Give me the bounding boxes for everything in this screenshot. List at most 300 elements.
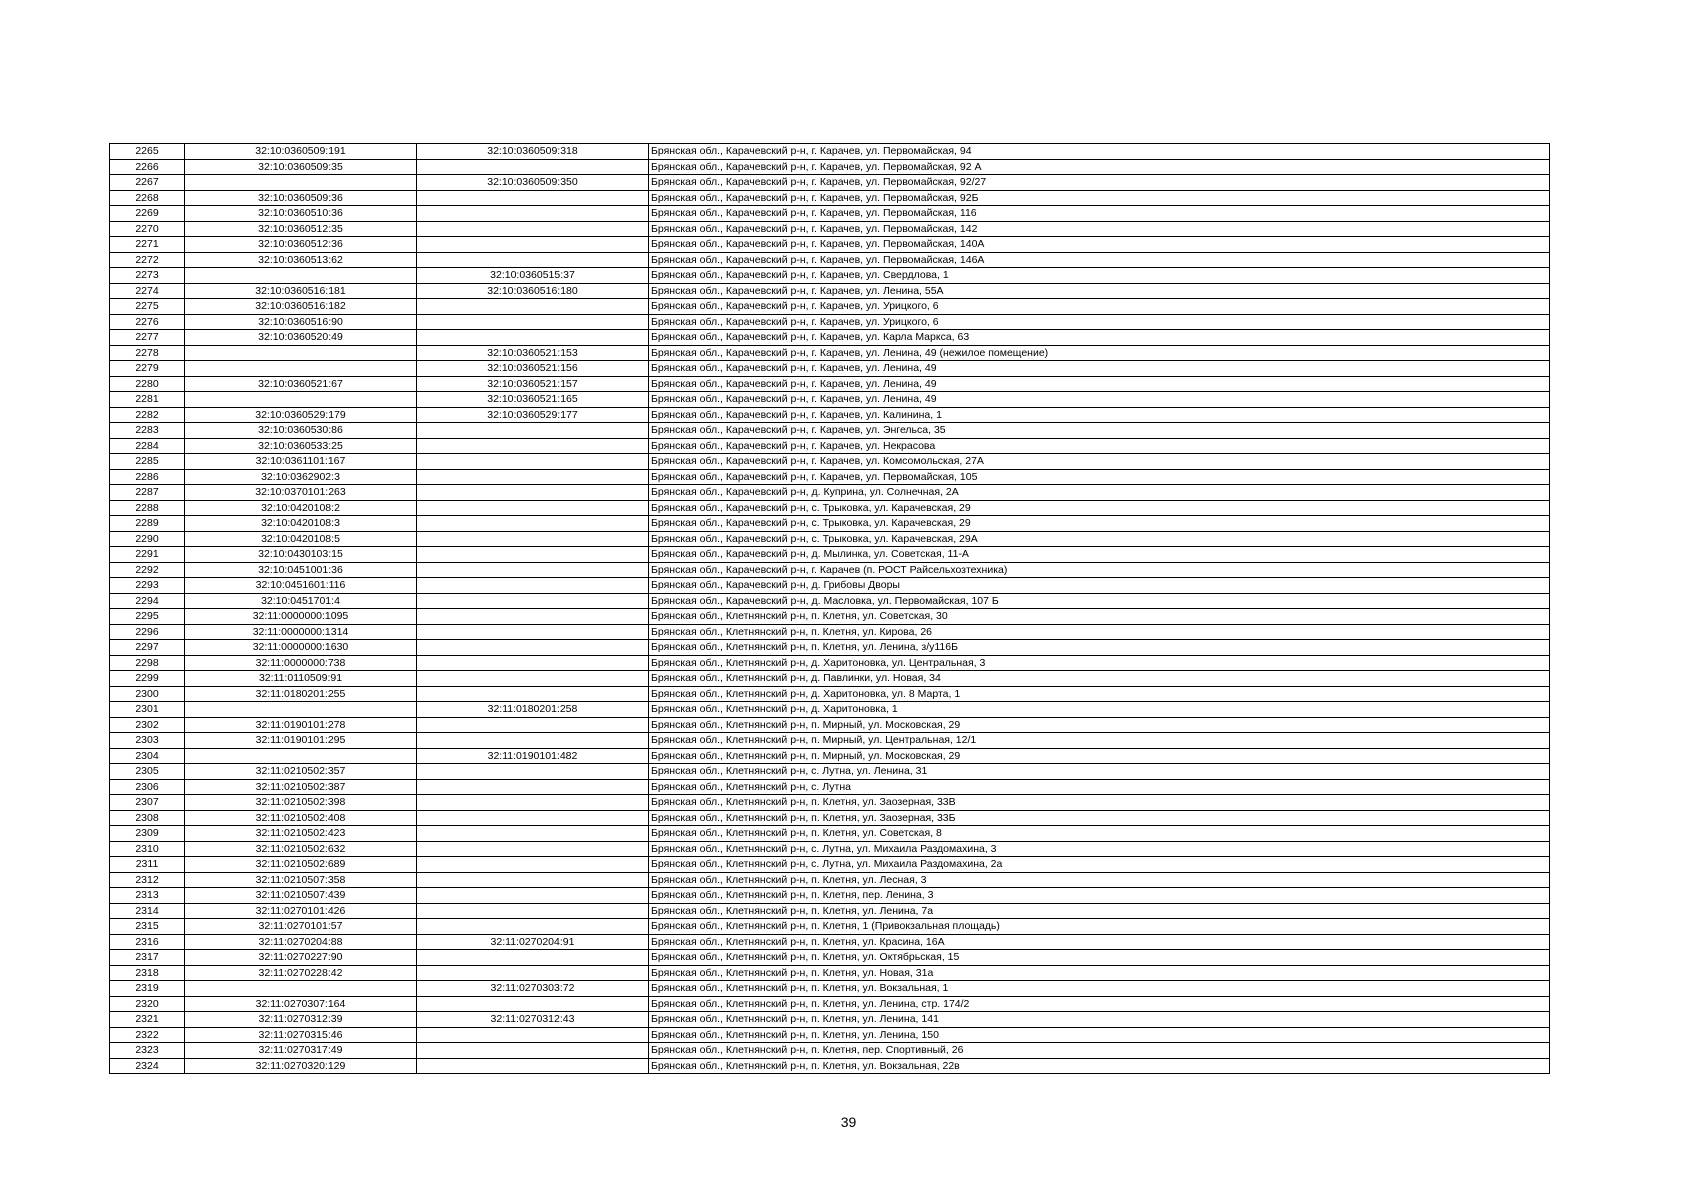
address-cell: Брянская обл., Карачевский р-н, г. Карачев, ул. Комсомольская, 27А [649,454,1550,470]
table-row [110,190,1550,206]
building-cadastral-number-cell [417,299,649,315]
table-row [110,206,1550,222]
address-cell: Брянская обл., Карачевский р-н, г. Карачев, ул. Первомайская, 94 [649,144,1550,160]
cadastral-number-cell: 32:10:0360510:36 [185,206,417,222]
cadastral-number-cell: 32:10:0420108:2 [185,500,417,516]
building-cadastral-number-cell [417,624,649,640]
building-cadastral-number-cell: 32:10:0360521:157 [417,376,649,392]
building-cadastral-number-cell [417,330,649,346]
building-cadastral-number-cell [417,609,649,625]
row-number-cell: 2298 [110,655,185,671]
address-cell: Брянская обл., Карачевский р-н, д. Масловка, ул. Первомайская, 107 Б [649,593,1550,609]
cadastral-number-cell [185,981,417,997]
table-row [110,159,1550,175]
address-cell: Брянская обл., Карачевский р-н, г. Карачев, ул. Первомайская, 146А [649,252,1550,268]
building-cadastral-number-cell [417,779,649,795]
address-cell: Брянская обл., Карачевский р-н, г. Карачев, ул. Урицкого, 6 [649,314,1550,330]
address-cell: Брянская обл., Клетнянский р-н, п. Клетня, ул. Ленина, з/у116Б [649,640,1550,656]
building-cadastral-number-cell [417,516,649,532]
building-cadastral-number-cell [417,593,649,609]
row-number-cell: 2321 [110,1012,185,1028]
row-number-cell: 2324 [110,1058,185,1074]
cadastral-number-cell: 32:10:0360529:179 [185,407,417,423]
address-cell: Брянская обл., Клетнянский р-н, п. Клетня, ул. Советская, 30 [649,609,1550,625]
cadastral-number-cell: 32:10:0360530:86 [185,423,417,439]
address-cell: Брянская обл., Клетнянский р-н, п. Клетня, пер. Спортивный, 26 [649,1043,1550,1059]
building-cadastral-number-cell [417,857,649,873]
cadastral-number-cell [185,268,417,284]
address-cell: Брянская обл., Карачевский р-н, г. Карачев, ул. Энгельса, 35 [649,423,1550,439]
address-cell: Брянская обл., Клетнянский р-н, п. Клетня, ул. Ленина, стр. 174/2 [649,996,1550,1012]
row-number-cell: 2295 [110,609,185,625]
row-number-cell: 2319 [110,981,185,997]
table-row [110,454,1550,470]
address-cell: Брянская обл., Клетнянский р-н, п. Клетня, 1 (Привокзальная площадь) [649,919,1550,935]
row-number-cell: 2278 [110,345,185,361]
address-cell: Брянская обл., Карачевский р-н, г. Карачев, ул. Первомайская, 92/27 [649,175,1550,191]
parcel-table [109,143,1550,1074]
parcel-table-body [110,144,1550,1074]
address-cell: Брянская обл., Клетнянский р-н, п. Клетня, ул. Кирова, 26 [649,624,1550,640]
table-row [110,981,1550,997]
cadastral-number-cell: 32:11:0210502:689 [185,857,417,873]
row-number-cell: 2306 [110,779,185,795]
building-cadastral-number-cell [417,1027,649,1043]
table-row [110,779,1550,795]
address-cell: Брянская обл., Карачевский р-н, г. Карачев, ул. Некрасова [649,438,1550,454]
address-cell: Брянская обл., Карачевский р-н, с. Трыковка, ул. Карачевская, 29 [649,516,1550,532]
address-cell: Брянская обл., Карачевский р-н, г. Карачев, ул. Урицкого, 6 [649,299,1550,315]
row-number-cell: 2314 [110,903,185,919]
cadastral-number-cell: 32:10:0360516:182 [185,299,417,315]
row-number-cell: 2310 [110,841,185,857]
cadastral-number-cell: 32:11:0180201:255 [185,686,417,702]
cadastral-number-cell: 32:11:0270227:90 [185,950,417,966]
table-row [110,609,1550,625]
cadastral-number-cell: 32:11:0190101:295 [185,733,417,749]
cadastral-number-cell: 32:10:0360533:25 [185,438,417,454]
building-cadastral-number-cell [417,888,649,904]
building-cadastral-number-cell [417,531,649,547]
cadastral-number-cell: 32:10:0451001:36 [185,562,417,578]
table-row [110,562,1550,578]
table-row [110,919,1550,935]
row-number-cell: 2322 [110,1027,185,1043]
cadastral-number-cell: 32:11:0190101:278 [185,717,417,733]
row-number-cell: 2279 [110,361,185,377]
building-cadastral-number-cell: 32:10:0360529:177 [417,407,649,423]
row-number-cell: 2268 [110,190,185,206]
cadastral-number-cell [185,748,417,764]
table-row [110,252,1550,268]
row-number-cell: 2276 [110,314,185,330]
address-cell: Брянская обл., Клетнянский р-н, п. Клетня, ул. Красина, 16А [649,934,1550,950]
table-row [110,795,1550,811]
cadastral-number-cell: 32:10:0360509:36 [185,190,417,206]
cadastral-number-cell: 32:11:0270101:426 [185,903,417,919]
row-number-cell: 2299 [110,671,185,687]
address-cell: Брянская обл., Карачевский р-н, г. Карачев, ул. Первомайская, 140А [649,237,1550,253]
cadastral-number-cell: 32:10:0360521:67 [185,376,417,392]
building-cadastral-number-cell [417,1058,649,1074]
building-cadastral-number-cell: 32:11:0270303:72 [417,981,649,997]
cadastral-number-cell: 32:10:0360512:36 [185,237,417,253]
row-number-cell: 2274 [110,283,185,299]
table-row [110,702,1550,718]
building-cadastral-number-cell [417,578,649,594]
building-cadastral-number-cell [417,795,649,811]
table-row [110,857,1550,873]
row-number-cell: 2317 [110,950,185,966]
address-cell: Брянская обл., Карачевский р-н, г. Карачев, ул. Калинина, 1 [649,407,1550,423]
building-cadastral-number-cell [417,237,649,253]
table-row [110,965,1550,981]
building-cadastral-number-cell [417,159,649,175]
building-cadastral-number-cell [417,252,649,268]
address-cell: Брянская обл., Клетнянский р-н, п. Клетня, ул. Вокзальная, 22в [649,1058,1550,1074]
address-cell: Брянская обл., Карачевский р-н, г. Карачев, ул. Первомайская, 92 А [649,159,1550,175]
building-cadastral-number-cell: 32:11:0190101:482 [417,748,649,764]
row-number-cell: 2291 [110,547,185,563]
cadastral-number-cell: 32:10:0420108:5 [185,531,417,547]
table-row [110,593,1550,609]
cadastral-number-cell: 32:11:0110509:91 [185,671,417,687]
address-cell: Брянская обл., Карачевский р-н, г. Карачев, ул. Ленина, 49 [649,392,1550,408]
table-row [110,237,1550,253]
cadastral-number-cell: 32:11:0000000:1630 [185,640,417,656]
cadastral-number-cell: 32:10:0360516:181 [185,283,417,299]
table-row [110,175,1550,191]
table-row [110,392,1550,408]
table-row [110,438,1550,454]
address-cell: Брянская обл., Карачевский р-н, г. Карачев, ул. Первомайская, 92Б [649,190,1550,206]
row-number-cell: 2266 [110,159,185,175]
row-number-cell: 2269 [110,206,185,222]
table-row [110,655,1550,671]
cadastral-number-cell [185,175,417,191]
row-number-cell: 2271 [110,237,185,253]
building-cadastral-number-cell [417,841,649,857]
row-number-cell: 2294 [110,593,185,609]
table-row [110,314,1550,330]
address-cell: Брянская обл., Карачевский р-н, г. Карачев, ул. Ленина, 49 (нежилое помещение) [649,345,1550,361]
building-cadastral-number-cell: 32:11:0270312:43 [417,1012,649,1028]
table-row [110,407,1550,423]
row-number-cell: 2296 [110,624,185,640]
address-cell: Брянская обл., Карачевский р-н, д. Куприна, ул. Солнечная, 2А [649,485,1550,501]
address-cell: Брянская обл., Клетнянский р-н, с. Лутна, ул. Ленина, 31 [649,764,1550,780]
address-cell: Брянская обл., Клетнянский р-н, п. Клетня, ул. Вокзальная, 1 [649,981,1550,997]
building-cadastral-number-cell [417,314,649,330]
cadastral-number-cell: 32:10:0451601:116 [185,578,417,594]
address-cell: Брянская обл., Клетнянский р-н, п. Клетня, ул. Заозерная, 33В [649,795,1550,811]
row-number-cell: 2287 [110,485,185,501]
building-cadastral-number-cell [417,655,649,671]
row-number-cell: 2292 [110,562,185,578]
cadastral-number-cell [185,702,417,718]
address-cell: Брянская обл., Клетнянский р-н, п. Клетня, ул. Новая, 31а [649,965,1550,981]
building-cadastral-number-cell [417,469,649,485]
cadastral-number-cell: 32:11:0210502:357 [185,764,417,780]
cadastral-number-cell: 32:11:0270204:88 [185,934,417,950]
address-cell: Брянская обл., Клетнянский р-н, д. Харитоновка, ул. Центральная, 3 [649,655,1550,671]
table-row [110,733,1550,749]
address-cell: Брянская обл., Клетнянский р-н, п. Клетня, ул. Ленина, 7а [649,903,1550,919]
address-cell: Брянская обл., Клетнянский р-н, п. Клетня, ул. Советская, 8 [649,826,1550,842]
address-cell: Брянская обл., Клетнянский р-н, д. Харитоновка, 1 [649,702,1550,718]
row-number-cell: 2277 [110,330,185,346]
table-row [110,469,1550,485]
address-cell: Брянская обл., Клетнянский р-н, д. Харитоновка, ул. 8 Марта, 1 [649,686,1550,702]
building-cadastral-number-cell [417,500,649,516]
row-number-cell: 2293 [110,578,185,594]
cadastral-number-cell: 32:10:0361101:167 [185,454,417,470]
table-row [110,872,1550,888]
building-cadastral-number-cell [417,826,649,842]
row-number-cell: 2303 [110,733,185,749]
building-cadastral-number-cell [417,562,649,578]
row-number-cell: 2323 [110,1043,185,1059]
row-number-cell: 2320 [110,996,185,1012]
cadastral-number-cell: 32:10:0360512:35 [185,221,417,237]
address-cell: Брянская обл., Клетнянский р-н, с. Лутна [649,779,1550,795]
cadastral-number-cell: 32:11:0270312:39 [185,1012,417,1028]
table-row [110,826,1550,842]
cadastral-number-cell [185,361,417,377]
cadastral-number-cell: 32:10:0360520:49 [185,330,417,346]
table-row [110,423,1550,439]
row-number-cell: 2301 [110,702,185,718]
table-row [110,950,1550,966]
cadastral-number-cell: 32:10:0360509:191 [185,144,417,160]
building-cadastral-number-cell [417,950,649,966]
cadastral-number-cell: 32:11:0210502:408 [185,810,417,826]
table-row [110,996,1550,1012]
table-row [110,500,1550,516]
building-cadastral-number-cell [417,686,649,702]
address-cell: Брянская обл., Клетнянский р-н, п. Клетня, ул. Ленина, 141 [649,1012,1550,1028]
address-cell: Брянская обл., Карачевский р-н, д. Грибовы Дворы [649,578,1550,594]
building-cadastral-number-cell [417,547,649,563]
table-row [110,841,1550,857]
table-row [110,764,1550,780]
table-row [110,934,1550,950]
table-row [110,903,1550,919]
table-row [110,330,1550,346]
row-number-cell: 2305 [110,764,185,780]
building-cadastral-number-cell: 32:10:0360521:153 [417,345,649,361]
address-cell: Брянская обл., Карачевский р-н, г. Карачев, ул. Ленина, 49 [649,376,1550,392]
address-cell: Брянская обл., Клетнянский р-н, с. Лутна, ул. Михаила Раздомахина, 3 [649,841,1550,857]
address-cell: Брянская обл., Карачевский р-н, г. Карачев, ул. Ленина, 55А [649,283,1550,299]
table-row [110,640,1550,656]
table-row [110,624,1550,640]
cadastral-number-cell: 32:11:0270101:57 [185,919,417,935]
table-row [110,268,1550,284]
address-cell: Брянская обл., Карачевский р-н, д. Мылинка, ул. Советская, 11-А [649,547,1550,563]
address-cell: Брянская обл., Клетнянский р-н, п. Клетня, ул. Октябрьская, 15 [649,950,1550,966]
building-cadastral-number-cell: 32:10:0360515:37 [417,268,649,284]
cadastral-number-cell: 32:11:0210502:632 [185,841,417,857]
row-number-cell: 2284 [110,438,185,454]
table-row [110,221,1550,237]
cadastral-number-cell: 32:11:0000000:738 [185,655,417,671]
row-number-cell: 2313 [110,888,185,904]
building-cadastral-number-cell [417,903,649,919]
cadastral-number-cell: 32:10:0430103:15 [185,547,417,563]
row-number-cell: 2285 [110,454,185,470]
building-cadastral-number-cell [417,423,649,439]
table-row [110,531,1550,547]
row-number-cell: 2281 [110,392,185,408]
building-cadastral-number-cell [417,919,649,935]
table-row [110,888,1550,904]
table-row [110,578,1550,594]
building-cadastral-number-cell [417,221,649,237]
row-number-cell: 2308 [110,810,185,826]
address-cell: Брянская обл., Карачевский р-н, г. Карачев (п. РОСТ Райсельхозтехника) [649,562,1550,578]
address-cell: Брянская обл., Клетнянский р-н, с. Лутна, ул. Михаила Раздомахина, 2а [649,857,1550,873]
building-cadastral-number-cell [417,671,649,687]
building-cadastral-number-cell: 32:10:0360521:165 [417,392,649,408]
row-number-cell: 2309 [110,826,185,842]
address-cell: Брянская обл., Карачевский р-н, г. Карачев, ул. Первомайская, 116 [649,206,1550,222]
address-cell: Брянская обл., Карачевский р-н, с. Трыковка, ул. Карачевская, 29А [649,531,1550,547]
building-cadastral-number-cell [417,810,649,826]
address-cell: Брянская обл., Карачевский р-н, г. Карачев, ул. Свердлова, 1 [649,268,1550,284]
cadastral-number-cell: 32:10:0420108:3 [185,516,417,532]
cadastral-number-cell: 32:11:0000000:1314 [185,624,417,640]
table-row [110,1058,1550,1074]
cadastral-number-cell: 32:11:0270228:42 [185,965,417,981]
building-cadastral-number-cell [417,206,649,222]
table-row [110,671,1550,687]
table-row [110,144,1550,160]
row-number-cell: 2272 [110,252,185,268]
building-cadastral-number-cell [417,454,649,470]
row-number-cell: 2275 [110,299,185,315]
building-cadastral-number-cell [417,1043,649,1059]
cadastral-number-cell [185,345,417,361]
row-number-cell: 2286 [110,469,185,485]
address-cell: Брянская обл., Клетнянский р-н, д. Павлинки, ул. Новая, 34 [649,671,1550,687]
row-number-cell: 2297 [110,640,185,656]
page-number: 39 [840,1114,857,1130]
address-cell: Брянская обл., Клетнянский р-н, п. Клетня, пер. Ленина, 3 [649,888,1550,904]
cadastral-number-cell: 32:10:0451701:4 [185,593,417,609]
table-row [110,485,1550,501]
row-number-cell: 2316 [110,934,185,950]
table-row [110,717,1550,733]
address-cell: Брянская обл., Карачевский р-н, г. Карачев, ул. Ленина, 49 [649,361,1550,377]
cadastral-number-cell: 32:11:0210502:423 [185,826,417,842]
building-cadastral-number-cell: 32:10:0360509:350 [417,175,649,191]
cadastral-number-cell: 32:11:0210502:387 [185,779,417,795]
address-cell: Брянская обл., Клетнянский р-н, п. Мирный, ул. Московская, 29 [649,717,1550,733]
table-row [110,283,1550,299]
row-number-cell: 2290 [110,531,185,547]
building-cadastral-number-cell: 32:11:0180201:258 [417,702,649,718]
row-number-cell: 2283 [110,423,185,439]
row-number-cell: 2267 [110,175,185,191]
table-row [110,361,1550,377]
row-number-cell: 2280 [110,376,185,392]
building-cadastral-number-cell [417,764,649,780]
row-number-cell: 2282 [110,407,185,423]
cadastral-number-cell: 32:10:0360509:35 [185,159,417,175]
address-cell: Брянская обл., Карачевский р-н, с. Трыковка, ул. Карачевская, 29 [649,500,1550,516]
cadastral-number-cell: 32:11:0270320:129 [185,1058,417,1074]
row-number-cell: 2288 [110,500,185,516]
cadastral-number-cell: 32:11:0210502:398 [185,795,417,811]
table-row [110,516,1550,532]
cadastral-number-cell: 32:10:0360516:90 [185,314,417,330]
cadastral-number-cell: 32:11:0210507:358 [185,872,417,888]
cadastral-number-cell [185,392,417,408]
address-cell: Брянская обл., Карачевский р-н, г. Карачев, ул. Первомайская, 142 [649,221,1550,237]
cadastral-number-cell: 32:10:0370101:263 [185,485,417,501]
row-number-cell: 2302 [110,717,185,733]
row-number-cell: 2311 [110,857,185,873]
cadastral-number-cell: 32:11:0270315:46 [185,1027,417,1043]
building-cadastral-number-cell [417,717,649,733]
address-cell: Брянская обл., Карачевский р-н, г. Карачев, ул. Первомайская, 105 [649,469,1550,485]
address-cell: Брянская обл., Карачевский р-н, г. Карачев, ул. Карла Маркса, 63 [649,330,1550,346]
table-row [110,810,1550,826]
row-number-cell: 2273 [110,268,185,284]
table-row [110,1043,1550,1059]
table-row [110,376,1550,392]
row-number-cell: 2270 [110,221,185,237]
building-cadastral-number-cell [417,733,649,749]
cadastral-number-cell: 32:11:0210507:439 [185,888,417,904]
building-cadastral-number-cell: 32:10:0360521:156 [417,361,649,377]
row-number-cell: 2312 [110,872,185,888]
row-number-cell: 2265 [110,144,185,160]
table-row [110,1012,1550,1028]
row-number-cell: 2300 [110,686,185,702]
address-cell: Брянская обл., Клетнянский р-н, п. Клетня, ул. Ленина, 150 [649,1027,1550,1043]
cadastral-number-cell: 32:11:0000000:1095 [185,609,417,625]
building-cadastral-number-cell [417,438,649,454]
address-cell: Брянская обл., Клетнянский р-н, п. Мирный, ул. Московская, 29 [649,748,1550,764]
building-cadastral-number-cell: 32:11:0270204:91 [417,934,649,950]
row-number-cell: 2307 [110,795,185,811]
building-cadastral-number-cell [417,872,649,888]
cadastral-number-cell: 32:11:0270307:164 [185,996,417,1012]
row-number-cell: 2318 [110,965,185,981]
row-number-cell: 2304 [110,748,185,764]
address-cell: Брянская обл., Клетнянский р-н, п. Клетня, ул. Заозерная, 33Б [649,810,1550,826]
building-cadastral-number-cell [417,485,649,501]
address-cell: Брянская обл., Клетнянский р-н, п. Мирный, ул. Центральная, 12/1 [649,733,1550,749]
cadastral-number-cell: 32:10:0362902:3 [185,469,417,485]
building-cadastral-number-cell [417,640,649,656]
building-cadastral-number-cell: 32:10:0360509:318 [417,144,649,160]
table-row [110,345,1550,361]
row-number-cell: 2315 [110,919,185,935]
address-cell: Брянская обл., Клетнянский р-н, п. Клетня, ул. Лесная, 3 [649,872,1550,888]
table-row [110,686,1550,702]
building-cadastral-number-cell [417,190,649,206]
table-row [110,1027,1550,1043]
cadastral-number-cell: 32:11:0270317:49 [185,1043,417,1059]
table-row [110,748,1550,764]
building-cadastral-number-cell [417,965,649,981]
table-row [110,299,1550,315]
table-row [110,547,1550,563]
building-cadastral-number-cell: 32:10:0360516:180 [417,283,649,299]
